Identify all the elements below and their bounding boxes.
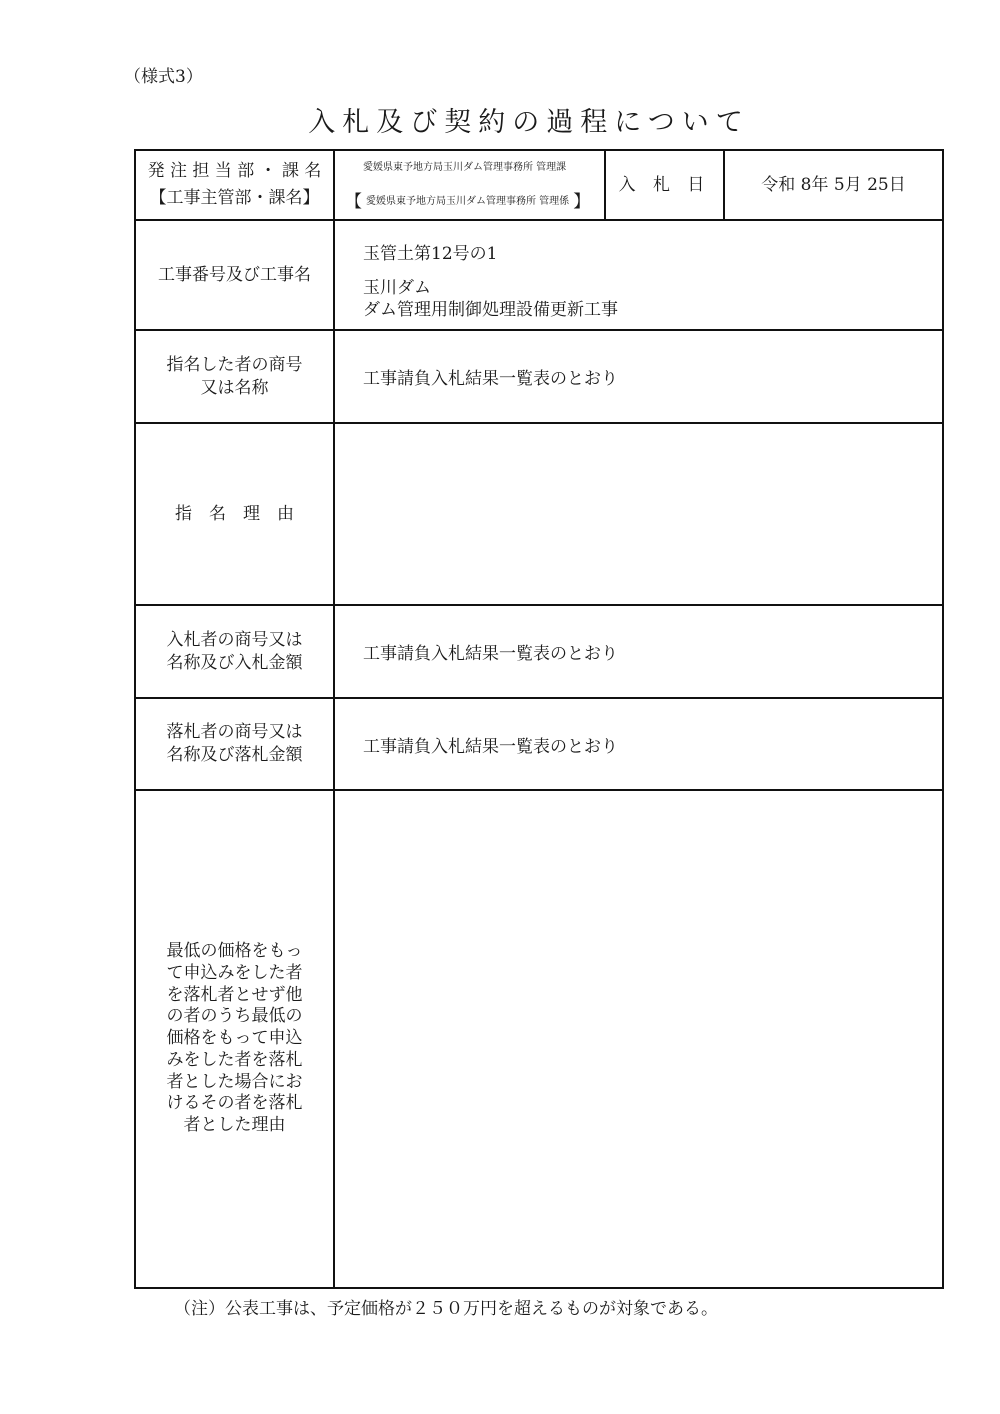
form-id: （様式3） bbox=[124, 67, 203, 87]
exception-label-line: 者とした場合にお bbox=[166, 1071, 303, 1092]
nominee-value: 工事請負入札結果一覧表のとおり bbox=[363, 369, 618, 389]
construction-label: 工事番号及び工事名 bbox=[158, 264, 311, 285]
dept-value: 愛媛県東予地方局玉川ダム管理事務所 管理課 bbox=[363, 162, 567, 173]
exception-label-line: を落札者とせず他 bbox=[166, 984, 303, 1005]
document-title: 入札及び契約の過程について bbox=[308, 107, 750, 138]
exception-label-line: けるその者を落札 bbox=[166, 1093, 303, 1114]
winner-label-cell bbox=[136, 699, 333, 789]
winner-label-line2: 名称及び落札金額 bbox=[166, 745, 303, 765]
dept-label-cell bbox=[136, 151, 333, 219]
winner-label-line1: 落札者の商号又は bbox=[166, 722, 303, 743]
exception-label-line: の者のうち最低の bbox=[166, 1006, 303, 1027]
bracket-open: 【 bbox=[345, 192, 362, 212]
exception-label-line: 最低の価格をもっ bbox=[166, 941, 303, 962]
reason-label: 指 名 理 由 bbox=[175, 503, 294, 524]
form-table bbox=[134, 149, 944, 1289]
bidders-value: 工事請負入札結果一覧表のとおり bbox=[363, 644, 618, 664]
construction-value-cell bbox=[335, 221, 942, 329]
exception-label-line: 者とした理由 bbox=[183, 1115, 286, 1136]
dept-value-cell bbox=[335, 151, 604, 219]
dept-sub-label: 【工事主管部・課名】 bbox=[149, 188, 320, 208]
exception-label-line: みをした者を落札 bbox=[166, 1049, 303, 1070]
nominee-label-line2: 又は名称 bbox=[200, 377, 269, 398]
exception-label-line: 価格をもって申込 bbox=[166, 1028, 303, 1049]
exception-label-cell bbox=[136, 791, 333, 1287]
nominee-label-line1: 指名した者の商号 bbox=[166, 354, 303, 375]
construction-number: 玉管土第12号の1 bbox=[363, 244, 498, 264]
bidders-label-line1: 入札者の商号又は bbox=[166, 629, 303, 650]
winner-value: 工事請負入札結果一覧表のとおり bbox=[363, 736, 618, 757]
bid-date-value: 令和 8年 5月 25日 bbox=[761, 174, 906, 195]
bidders-label-cell bbox=[136, 606, 333, 697]
construction-name-line1: 玉川ダム bbox=[363, 278, 431, 299]
bidders-label-line2: 名称及び入札金額 bbox=[166, 652, 303, 673]
construction-name-line2: ダム管理用制御処理設備更新工事 bbox=[363, 300, 618, 321]
exception-label-line: て申込みをした者 bbox=[166, 962, 303, 983]
footnote: （注）公表工事は、予定価格が２５０万円を超えるものが対象である。 bbox=[174, 1299, 718, 1319]
bid-date-label: 入 札 日 bbox=[618, 174, 711, 195]
bracket-close: 】 bbox=[573, 192, 591, 212]
reason-value bbox=[335, 424, 942, 604]
exception-value bbox=[335, 791, 942, 1287]
nominee-label-cell bbox=[136, 331, 333, 422]
dept-sub-value: 愛媛県東予地方局玉川ダム管理事務所 管理係 bbox=[366, 196, 570, 207]
dept-label: 発 注 担 当 部 ・ 課 名 bbox=[147, 161, 322, 182]
